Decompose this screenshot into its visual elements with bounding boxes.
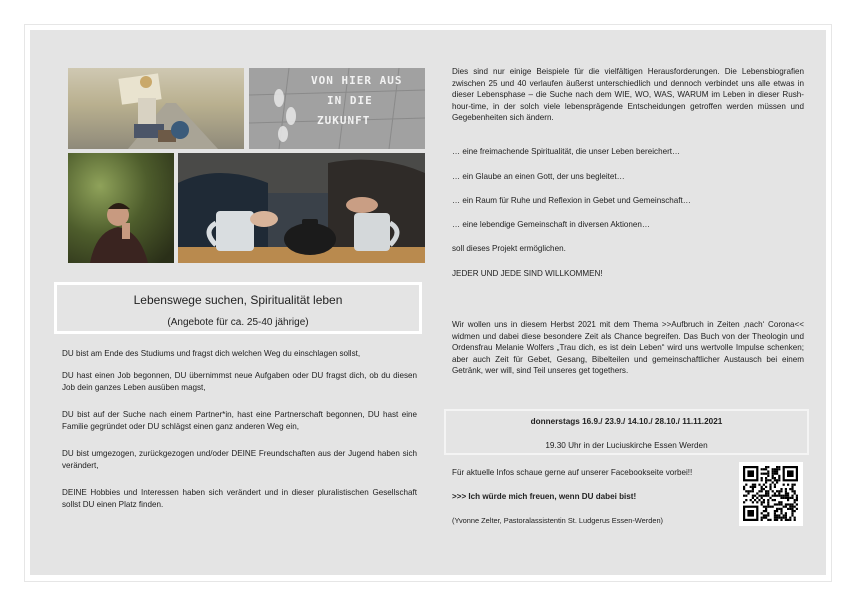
intro-paragraph: Dies sind nur einige Beispiele für die vielfältigen Herausforderungen. Die Lebensbiografien zwischen 25 und 40 verlaufen äußerst unterschiedlich und dennoch verbindet uns alle etwas in dieser Lebensphase – die Suche nach dem WIE, WO, WAS, WARUM im Leben in dieser Rush-hour-time, in der solch viele lebensprägende Entscheidungen getroffen werden müssen und Gegebenheiten sich ändern. (452, 67, 804, 123)
left-paragraph: DU bist am Ende des Studiums und fragst dich welchen Weg du einschlagen sollst, (62, 349, 361, 358)
footprints-pavement-photo (249, 68, 425, 149)
left-paragraph: DU bist umgezogen, zurückgezogen und/oder DEINE Freundschaften aus der Jugend haben sich verändert, (62, 449, 417, 470)
praying-man-photo (68, 153, 174, 263)
welcome-line: JEDER UND JEDE SIND WILLKOMMEN! (452, 269, 603, 278)
page-subtitle: (Angebote für ca. 25-40 jährige) (167, 317, 309, 328)
closing-line: soll dieses Projekt ermöglichen. (452, 244, 566, 253)
bullet-line: … ein Raum für Ruhe und Reflexion in Gebet und Gemeinschaft… (452, 196, 691, 205)
photo-icon (68, 68, 244, 149)
page-title: Lebenswege suchen, Spiritualität leben (133, 293, 343, 307)
invite-line: >>> Ich würde mich freuen, wenn DU dabei bist! (452, 492, 637, 501)
bullet-line: … eine freimachende Spiritualität, die unser Leben bereichert… (452, 147, 681, 156)
woman-with-map-photo (68, 68, 244, 149)
coffee-cups-photo (178, 153, 425, 263)
left-paragraph: DEINE Hobbies und Interessen haben sich verändert und in dieser pluralistischen Gesellschaft sollst DU einen Platz finden. (62, 488, 417, 509)
qr-code-icon (739, 462, 803, 526)
facebook-line: Für aktuelle Infos schaue gerne auf unserer Facebookseite vorbei!! (452, 468, 693, 477)
pavement-text-1: VON HIER AUS (311, 74, 403, 87)
left-paragraph: DU hast einen Job begonnen, DU übernimmst neue Aufgaben oder DU fragst dich, ob du diesen Job dein ganzes Leben ausüben magst, (62, 371, 417, 392)
bullet-line: … eine lebendige Gemeinschaft in diversen Aktionen… (452, 220, 650, 229)
pavement-text-3: ZUKUNFT (317, 114, 371, 127)
photo-icon (68, 153, 174, 263)
autumn-paragraph: Wir wollen uns in diesem Herbst 2021 mit dem Thema >>Aufbruch in Zeiten ‚nach‘ Corona<< widmen und dabei diese besondere Zeit als Chance begreifen. Das Buch von der Theologin und Ordensfrau Melanie Wolfers „Trau dich, es ist dein Leben“ wird uns wertvolle Impulse schenken; aber auch Zeit für Gebet, Gesang, Bibelteilen und gemeinschaftlicher Austausch bei einem Getränk, wer will, sind Teil unseres get togethers. (452, 320, 804, 376)
date-box (444, 409, 809, 455)
pavement-text-2: IN DIE (327, 94, 373, 107)
left-paragraph: DU bist auf der Suche nach einem Partner*in, hast eine Partnerschaft begonnen, DU hast eine Familie gegründet oder DU schlägst einen ganz anderen Weg ein, (62, 410, 417, 431)
bullet-line: … ein Glaube an einen Gott, der uns begleitet… (452, 172, 625, 181)
dates-line: donnerstags 16.9./ 23.9./ 14.10./ 28.10./ 11.11.2021 (530, 417, 723, 426)
time-place-line: 19.30 Uhr in der Luciuskirche Essen Werden (545, 441, 708, 450)
photo-icon (178, 153, 425, 263)
signature-line: (Yvonne Zelter, Pastoralassistentin St. Ludgerus Essen-Werden) (452, 516, 664, 525)
title-box (54, 282, 422, 334)
qr-code[interactable] (739, 462, 803, 526)
